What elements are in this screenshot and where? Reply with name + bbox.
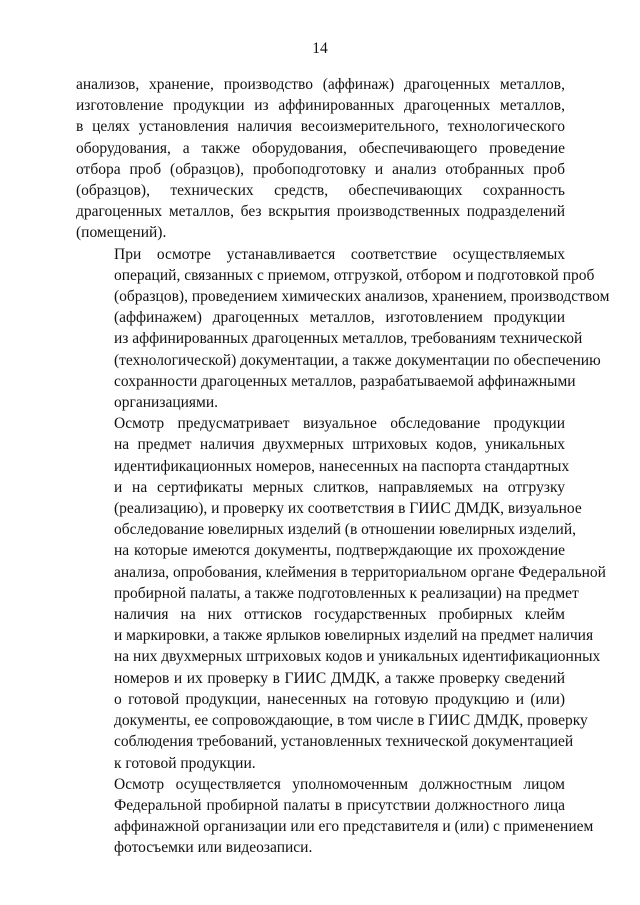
- text-line: (помещений).: [76, 224, 167, 242]
- paragraph: [76, 244, 610, 414]
- paragraph: [76, 413, 606, 773]
- text-line: сохранности драгоценных металлов, разрабатываемой аффинажными: [114, 372, 576, 390]
- text-line: (образцов), технических средств, обеспечивающих сохранность: [76, 182, 565, 200]
- text-line: анализов, хранение, производство (аффинаж) драгоценных металлов,: [76, 76, 565, 93]
- text-line: отбора проб (образцов), пробоподготовку и анализ отобранных проб: [76, 160, 565, 178]
- text-line: драгоценных металлов, без вскрытия производственных подразделений: [76, 203, 565, 221]
- text-line: на них двухмерных штриховых кодов и уникальных идентификационных: [114, 648, 601, 666]
- text-line: (реализацию), и проверку их соответствия в ГИИС ДМДК, визуальное: [114, 500, 582, 518]
- text-line: наличия на них оттисков государственных пробирных клейм: [114, 606, 565, 624]
- text-line: фотосъемки или видеозаписи.: [114, 839, 313, 857]
- text-line: на которые имеются документы, подтверждающие их прохождение: [114, 542, 565, 560]
- text-line: на предмет наличия двухмерных штриховых кодов, уникальных: [114, 436, 565, 454]
- text-line: организациями.: [114, 394, 219, 412]
- text-line: из аффинированных драгоценных металлов, требованиям технической: [114, 330, 583, 348]
- text-line: документы, ее сопровождающие, в том числе в ГИИС ДМДК, проверку: [114, 712, 588, 730]
- text-line: о готовой продукции, нанесенных на готовую продукцию и (или): [114, 690, 565, 708]
- text-line: (технологической) документации, а также документации по обеспечению: [114, 351, 601, 369]
- text-line: соблюдения требований, установленных технической документацией: [114, 733, 574, 751]
- text-line: номеров и их проверку в ГИИС ДМДК, а также проверку сведений: [114, 669, 565, 687]
- text-line: анализа, опробования, клеймения в территориальном органе Федеральной: [114, 563, 606, 581]
- text-line: аффинажной организации или его представителя и (или) с применением: [114, 818, 594, 836]
- text-line: к готовой продукции.: [114, 754, 256, 772]
- text-line: (образцов), проведением химических анализов, хранением, производством: [114, 288, 610, 306]
- page-number: 14: [312, 40, 328, 57]
- text-line: Осмотр предусматривает визуальное обследование продукции: [114, 415, 565, 433]
- text-line: пробирной палаты, а также подготовленных к реализации) на предмет: [114, 584, 579, 602]
- text-line: и маркировки, а также ярлыков ювелирных изделий на предмет наличия: [114, 627, 594, 645]
- text-line: Федеральной пробирной палаты в присутствии должностного лица: [114, 796, 565, 814]
- text-line: в целях установления наличия весоизмерительного, технологического: [76, 118, 565, 136]
- text-line: и на сертификаты мерных слитков, направляемых на отгрузку: [114, 478, 565, 496]
- text-line: Осмотр осуществляется уполномоченным должностным лицом: [114, 775, 565, 793]
- text-line: изготовление продукции из аффинированных драгоценных металлов,: [76, 97, 565, 115]
- text-line: (аффинажем) драгоценных металлов, изготовлением продукции: [114, 309, 565, 327]
- text-line: оборудования, а также оборудования, обеспечивающего проведение: [76, 139, 565, 157]
- paragraph: [76, 74, 565, 244]
- text-line: При осмотре устанавливается соответствие осуществляемых: [114, 245, 565, 263]
- paragraph: [76, 774, 594, 859]
- text-line: идентификационных номеров, нанесенных на паспорта стандартных: [114, 457, 570, 475]
- text-line: операций, связанных с приемом, отгрузкой, отбором и подготовкой проб: [114, 266, 595, 284]
- document-body: [76, 74, 610, 859]
- text-line: обследование ювелирных изделий (в отношении ювелирных изделий,: [114, 521, 577, 539]
